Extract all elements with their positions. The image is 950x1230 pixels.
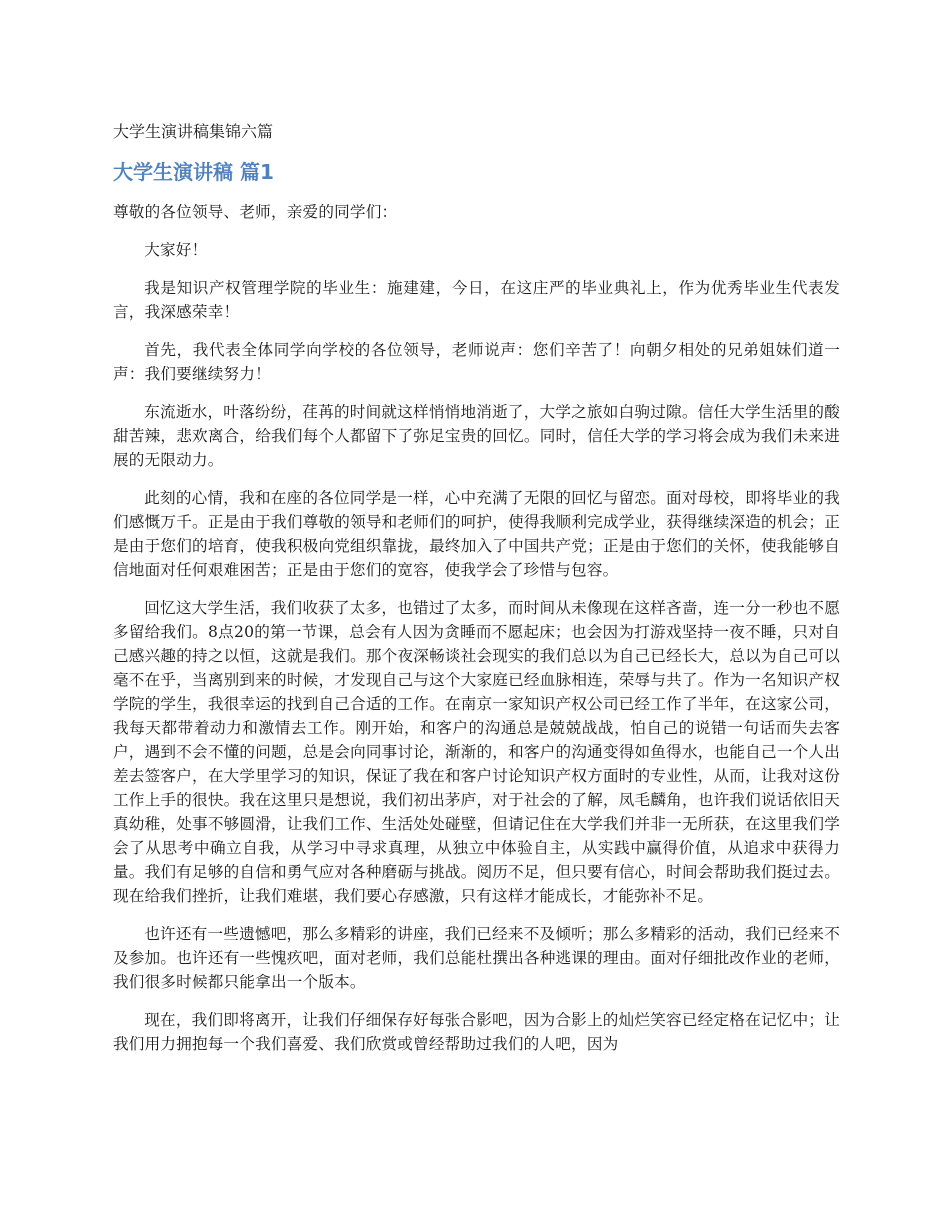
document-title: 大学生演讲稿集锦六篇 [113,122,274,141]
paragraph-college-life: 回忆这大学生活，我们收获了太多，也错过了太多，而时间从未像现在这样吝啬，连一分一秒也不愿多留给我们。8点20的第一节课，总会有人因为贪睡而不愿起床；也会因为打游戏坚持一夜不睡，只对自己感兴趣的持之以恒，这就是我们。那个夜深畅谈社会现实的我们总以为自己已经长大，总以为自己可以毫不在乎，当离别到来的时候，才发现自己与这个大家庭已经血脉相连，荣辱与共了。作为一名知识产权学院的学生，我很幸运的找到自己合适的工作。在南京一家知识产权公司已经工作了半年，在这家公司，我每天都带着动力和激情去工作。刚开始，和客户的沟通总是兢兢战战，怕自己的说错一句话而失去客户，遇到不会不懂的问题，总是会向同事讨论，渐渐的，和客户的沟通变得如鱼得水，也能自己一个人出差去签客户，在大学里学习的知识，保证了我在和客户讨论知识产权方面时的专业性，从而，让我对这份工作上手的很快。我在这里只是想说，我们初出茅庐，对于社会的了解，凤毛麟角，也许我们说话依旧天真幼稚，处事不够圆滑，让我们工作、生活处处碰壁，但请记住在大学我们并非一无所获，在这里我们学会了从思考中确立自我，从学习中寻求真理，从独立中体验自主，从实践中赢得价值，从追求中获得力量。我们有足够的自信和勇气应对各种磨砺与挑战。阅历不足，但只要有信心，时间会帮助我们挺过去。现在给我们挫折，让我们难堪，我们要心存感激，只有这样才能成长，才能弥补不足。 [113,599,840,905]
document-body [113,120,840,1070]
paragraph-introduction: 我是知识产权管理学院的毕业生：施建建，今日，在这庄严的毕业典礼上，作为优秀毕业生代表发言，我深感荣幸！ [113,279,840,321]
paragraph-regrets: 也许还有一些遗憾吧，那么多精彩的讲座，我们已经来不及倾听；那么多精彩的活动，我们已经来不及参加。也许还有一些愧疚吧，面对老师，我们总能杜撰出各种逃课的理由。面对仔细批改作业的老师，我们很多时候都只能拿出一个版本。 [113,925,840,991]
paragraph-farewell: 现在，我们即将离开，让我们仔细保存好每张合影吧，因为合影上的灿烂笑容已经定格在记忆中；让我们用力拥抱每一个我们喜爱、我们欣赏或曾经帮助过我们的人吧，因为 [113,1011,840,1053]
paragraph-feelings: 此刻的心情，我和在座的各位同学是一样，心中充满了无限的回忆与留恋。面对母校，即将毕业的我们感慨万千。正是由于我们尊敬的领导和老师们的呵护，使得我顺利完成学业，获得继续深造的机会；正是由于您们的培育，使我积极向党组织靠拢，最终加入了中国共产党；正是由于您们的关怀，使我能够自信地面对任何艰难困苦；正是由于您们的宽容，使我学会了珍惜与包容。 [113,489,840,579]
paragraph-memories: 东流逝水，叶落纷纷，荏苒的时间就这样悄悄地消逝了，大学之旅如白驹过隙。信任大学生活里的酸甜苦辣，悲欢离合，给我们每个人都留下了弥足宝贵的回忆。同时，信任大学的学习将会成为我们未来进展的无限动力。 [113,403,840,469]
section-heading: 大学生演讲稿 篇1 [113,160,274,184]
salutation: 尊敬的各位领导、老师，亲爱的同学们： [113,203,398,221]
paragraph-thanks: 首先，我代表全体同学向学校的各位领导，老师说声：您们辛苦了！向朝夕相处的兄弟姐妹们道一声：我们要继续努力！ [113,341,840,383]
paragraph-greeting: 大家好！ [144,241,208,259]
